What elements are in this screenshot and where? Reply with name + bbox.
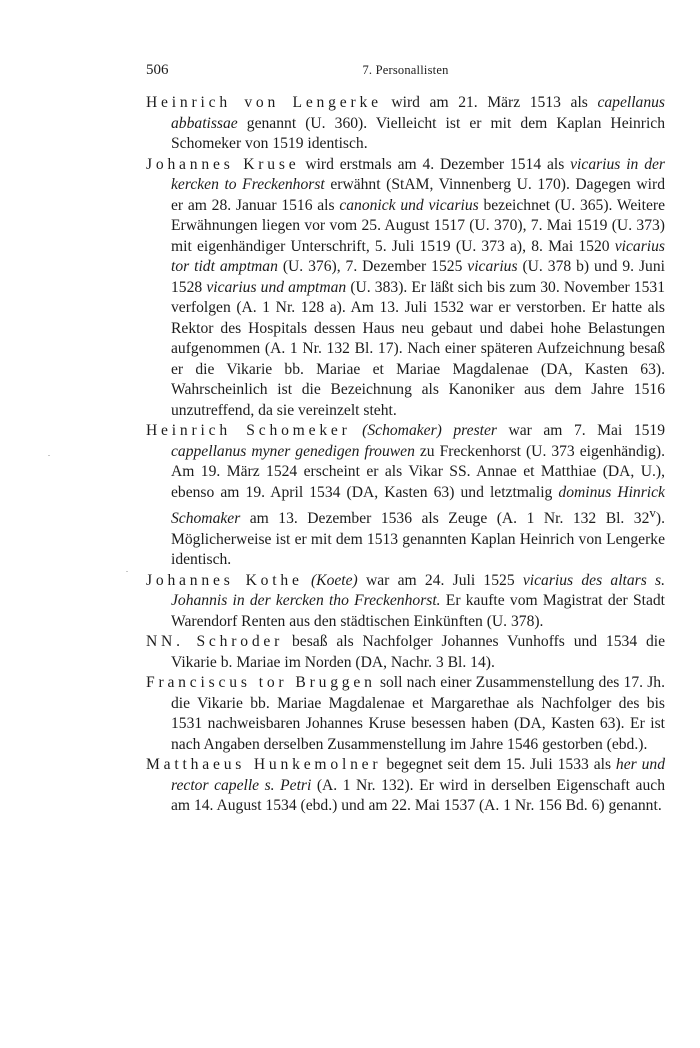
person-entry <box>146 421 665 571</box>
entry-text: (Koete) war am 24. Juli 1525 vicarius des altars s. Johannis in der kercken tho Freckenhorst. Er kaufte vom Magistrat der Stadt Warendorf Renten aus den städtischen Einkünften (U. 378). <box>171 571 666 630</box>
person-entry <box>146 673 665 755</box>
entry-text: wird erstmals am 4. Dezember 1514 als vicarius in der kercken to Freckenhorst erwähnt (StAM, Vinnenberg U. 170). Dagegen wird er am 28. Januar 1516 als canonick und vicarius bezeichnet (U. 365). Weitere Erwähnungen liegen vor vom 25. August 1517 (U. 370), 7. Mai 1519 (U. 373) mit eigenhändiger Unterschrift, 5. Juli 1519 (U. 373 a), 8. Mai 1520 vicarius tor tidt amptman (U. 376), 7. Dezember 1525 vicarius (U. 378 b) und 9. Juni 1528 vicarius und amptman (U. 383). Er läßt sich bis zum 30. November 1531 verfolgen (A. 1 Nr. 128 a). Am 13. Juli 1532 war er verstorben. Er hatte als Rektor des Hospitals dessen Haus neu gebaut und dabei hohe Belastungen aufgenommen (A. 1 Nr. 132 Bl. 17). Nach einer späteren Aufzeichnung besaß er die Vikarie bb. Mariae et Mariae Magdalenae (DA, Kasten 63). Wahrscheinlich ist die Bezeichnung als Kanoniker aus dem Jahre 1516 unzutreffend, da sie vereinzelt steht. <box>171 155 665 419</box>
person-name: Johannes Kothe <box>146 571 303 589</box>
entry-text: wird am 21. März 1513 als capellanus abbatissae genannt (U. 360). Vielleicht ist er mit dem Kaplan Heinrich Schomeker von 1519 identisch. <box>171 94 665 152</box>
chapter-title: 7. Personallisten <box>362 63 449 77</box>
person-name: NN. Schroder <box>146 633 284 651</box>
scan-speck <box>126 571 128 572</box>
entry-text: besaß als Nachfolger Johannes Vunhoffs und 1534 die Vikarie b. Mariae im Norden (DA, Nachr. 3 Bl. 14). <box>171 633 665 671</box>
person-entry <box>146 571 665 633</box>
person-name: Heinrich Schomeker <box>146 422 351 439</box>
entry-text: soll nach einer Zusammenstellung des 17. Jh. die Vikarie bb. Mariae Magdalenae et Margarethae als Nachfolger des bis 1531 nachweisbaren Johannes Kruse besessen haben (DA, Kasten 63). Er ist nach Angaben derselben Zusammenstellung im Jahre 1546 gestorben (ebd.). <box>171 674 665 753</box>
scan-speck <box>48 455 50 456</box>
person-name: Heinrich von Lengerke <box>146 94 382 111</box>
person-name: Franciscus tor Bruggen <box>146 674 376 692</box>
person-name: Johannes Kruse <box>146 155 300 173</box>
person-list <box>146 93 665 817</box>
page-number: 506 <box>146 62 169 78</box>
entry-text: (Schomaker) prester war am 7. Mai 1519 cappellanus myner genedigen frouwen zu Freckenhorst (U. 373 eigenhändig). Am 19. März 1524 erscheint er als Vikar SS. Annae et Matthiae (DA, U.), ebenso am 19. April 1534 (DA, Kasten 63) und letztmalig dominus Hinrick Schomaker am 13. Dezember 1536 als Zeuge (A. 1 Nr. 132 Bl. 32$^v$). Möglicherweise ist er mit dem 1513 genannten Kaplan Heinrich von Lengerke identisch. <box>171 422 666 569</box>
person-name: Matthaeus Hunkemolner <box>146 756 382 774</box>
person-entry <box>146 755 665 817</box>
entry-text: begegnet seit dem 15. Juli 1533 als her und rector capelle s. Petri (A. 1 Nr. 132). Er wird in derselben Eigenschaft auch am 14. August 1534 (ebd.) und am 22. Mai 1537 (A. 1 Nr. 156 Bd. 6) genannt. <box>171 756 665 815</box>
person-entry <box>146 632 665 673</box>
running-head <box>146 62 665 82</box>
person-entry <box>146 93 665 155</box>
person-entry <box>146 155 665 422</box>
